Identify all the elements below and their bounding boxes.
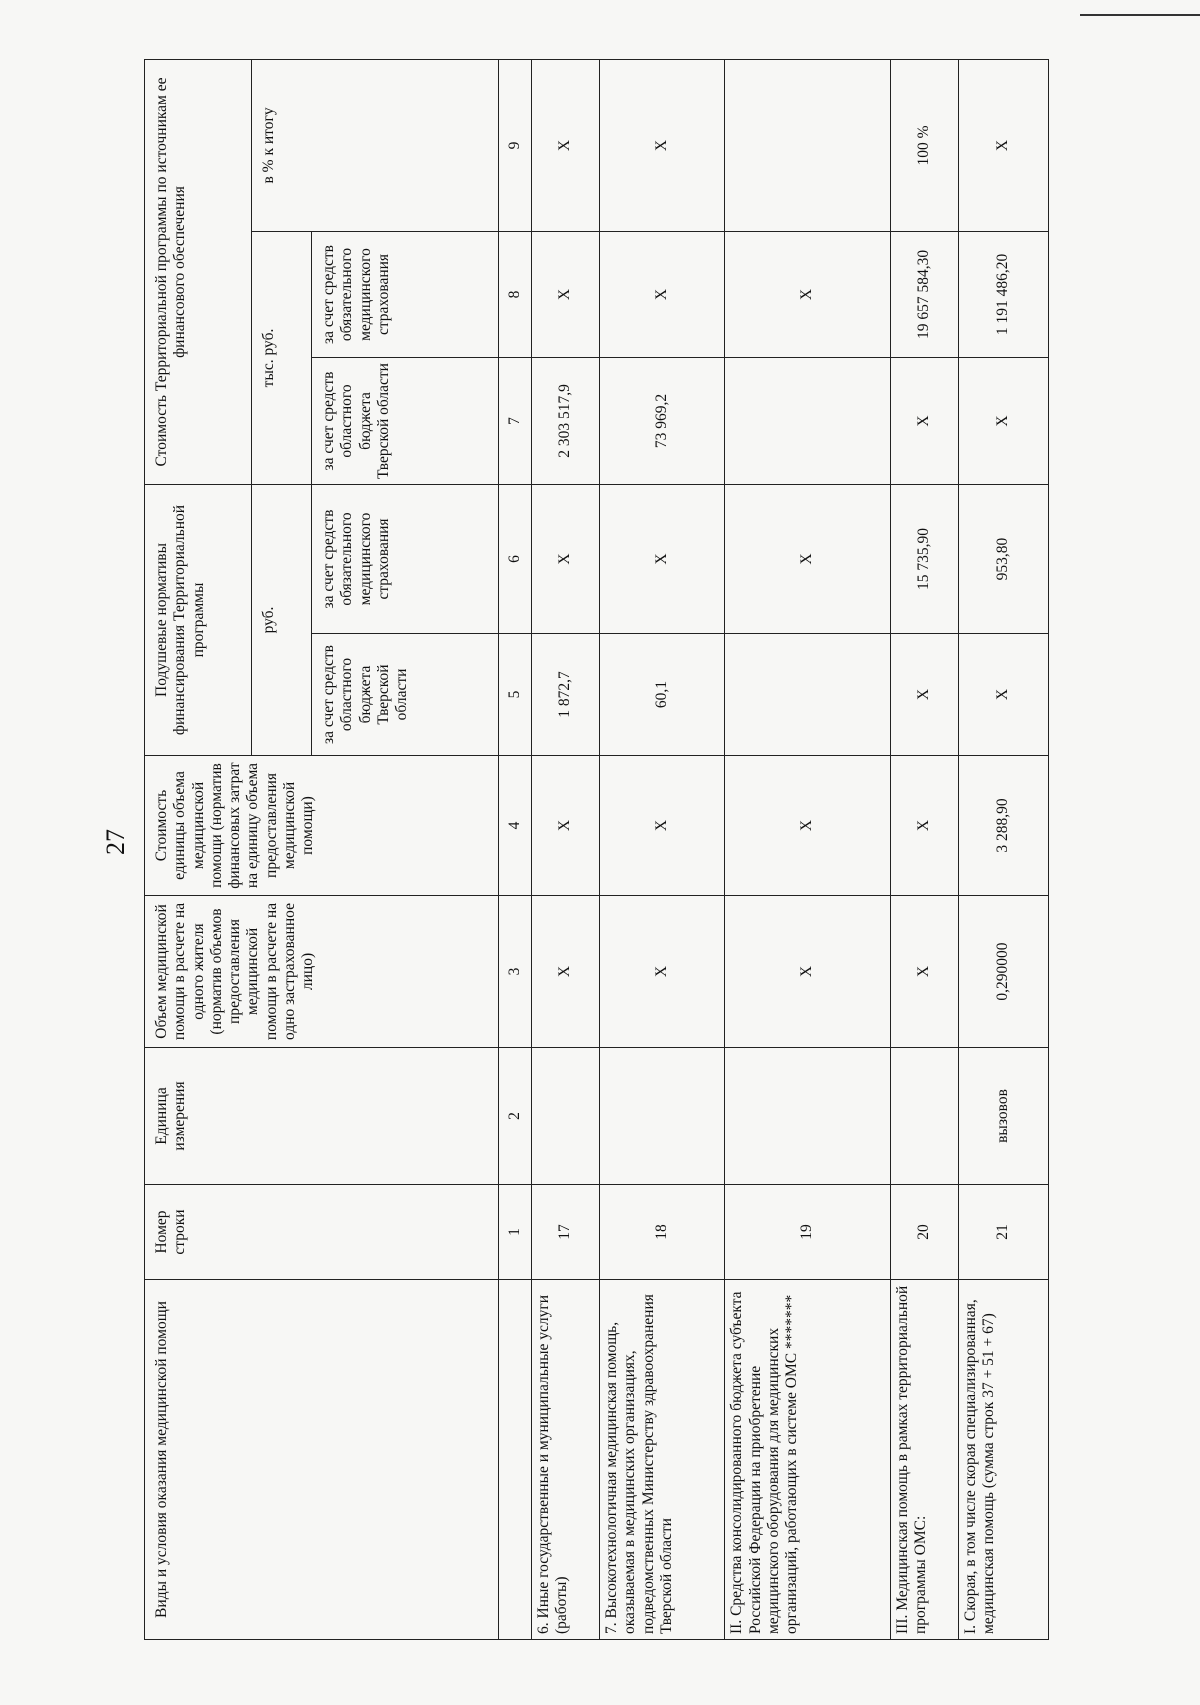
cell-pc-oms: X bbox=[532, 484, 600, 633]
cell-total-budget: 2 303 517,9 bbox=[532, 357, 600, 484]
header-unit-cost: Стоимость единицы объема медицинской помощи (норматив финансовых затрат на единицу объема предоставления медицинской помощи) bbox=[145, 756, 499, 896]
cell-unit-cost: X bbox=[532, 756, 600, 896]
cell-pc-budget bbox=[725, 634, 890, 756]
cell-row-number: 20 bbox=[890, 1185, 958, 1280]
cell-row-number: 19 bbox=[725, 1185, 890, 1280]
cell-total-oms: X bbox=[532, 231, 600, 357]
table-row bbox=[725, 59, 890, 1639]
cell-unit bbox=[600, 1048, 725, 1185]
header-pc-budget: за счет средств областного бюджета Тверской области bbox=[312, 634, 499, 756]
cell-percent: X bbox=[600, 59, 725, 231]
header-total-unit: тыс. руб. bbox=[252, 231, 312, 484]
cell-kind: 6. Иные государственные и муниципальные услуги (работы) bbox=[532, 1280, 600, 1640]
header-per-capita-group: Подушевые нормативы финансирования Территориальной программы bbox=[145, 484, 252, 755]
header-per-capita-unit: руб. bbox=[252, 484, 312, 755]
cell-unit-cost: 3 288,90 bbox=[958, 756, 1048, 896]
cell-percent: X bbox=[532, 59, 600, 231]
cell-volume: X bbox=[725, 896, 890, 1048]
cell-volume: X bbox=[532, 896, 600, 1048]
table-row bbox=[958, 59, 1048, 1639]
table-row bbox=[890, 59, 958, 1639]
cell-kind: II. Средства консолидированного бюджета субъекта Российской Федерации на приобретение медицинского оборудования для медицинских организаций, работающих в системе ОМС ******* bbox=[725, 1280, 890, 1640]
cell-total-budget: X bbox=[958, 357, 1048, 484]
cell-volume: X bbox=[890, 896, 958, 1048]
index-cell: 2 bbox=[499, 1048, 532, 1185]
cell-kind: III. Медицинская помощь в рамках территориальной программы ОМС: bbox=[890, 1280, 958, 1640]
cell-pc-budget: 1 872,7 bbox=[532, 634, 600, 756]
header-kind: Виды и условия оказания медицинской помощи bbox=[145, 1280, 499, 1640]
cell-total-budget: 73 969,2 bbox=[600, 357, 725, 484]
column-index-row bbox=[499, 59, 532, 1639]
cell-total-oms: X bbox=[600, 231, 725, 357]
cell-percent: X bbox=[958, 59, 1048, 231]
cell-total-oms: 1 191 486,20 bbox=[958, 231, 1048, 357]
cell-pc-budget: 60,1 bbox=[600, 634, 725, 756]
cell-total-budget: X bbox=[890, 357, 958, 484]
header-volume: Объем медицинской помощи в расчете на одного жителя (норматив объемов предоставления медицинской помощи в расчете на одно застрахованное лицо) bbox=[145, 896, 499, 1048]
cell-total-oms: 19 657 584,30 bbox=[890, 231, 958, 357]
cell-volume: X bbox=[600, 896, 725, 1048]
index-cell: 5 bbox=[499, 634, 532, 756]
header-total-cost-group: Стоимость Территориальной программы по источникам ее финансового обеспечения bbox=[145, 59, 252, 484]
index-cell bbox=[499, 1280, 532, 1640]
cell-pc-budget: X bbox=[890, 634, 958, 756]
cell-total-oms: X bbox=[725, 231, 890, 357]
cell-pc-oms: 15 735,90 bbox=[890, 484, 958, 633]
cell-kind: I. Скорая, в том числе скорая специализированная, медицинская помощь (сумма строк 37 + 51 + 67) bbox=[958, 1280, 1048, 1640]
cell-total-budget bbox=[725, 357, 890, 484]
cell-percent: 100 % bbox=[890, 59, 958, 231]
cell-unit bbox=[532, 1048, 600, 1185]
cell-kind: 7. Высокотехнологичная медицинская помощь, оказываемая в медицинских организациях, подведомственных Министерству здравоохранения Тверской области bbox=[600, 1280, 725, 1640]
cell-unit-cost: X bbox=[725, 756, 890, 896]
cell-pc-budget: X bbox=[958, 634, 1048, 756]
index-cell: 1 bbox=[499, 1185, 532, 1280]
cell-pc-oms: X bbox=[600, 484, 725, 633]
header-total-oms: за счет средств обязательного медицинского страхования bbox=[312, 231, 499, 357]
cell-unit bbox=[890, 1048, 958, 1185]
index-cell: 9 bbox=[499, 59, 532, 231]
financing-table bbox=[144, 59, 1049, 1640]
cell-row-number: 21 bbox=[958, 1185, 1048, 1280]
cell-row-number: 17 bbox=[532, 1185, 600, 1280]
cell-unit-cost: X bbox=[600, 756, 725, 896]
cell-volume: 0,290000 bbox=[958, 896, 1048, 1048]
cell-pc-oms: X bbox=[725, 484, 890, 633]
table-row bbox=[600, 59, 725, 1639]
table-row bbox=[532, 59, 600, 1639]
header-unit: Единица измерения bbox=[145, 1048, 499, 1185]
cell-unit-cost: X bbox=[890, 756, 958, 896]
rotated-table-container bbox=[144, 60, 1049, 1640]
header-pc-oms: за счет средств обязательного медицинского страхования bbox=[312, 484, 499, 633]
cell-percent bbox=[725, 59, 890, 231]
cell-row-number: 18 bbox=[600, 1185, 725, 1280]
header-row-1 bbox=[145, 59, 252, 1639]
top-edge-rule bbox=[1080, 14, 1200, 16]
index-cell: 4 bbox=[499, 756, 532, 896]
cell-unit bbox=[725, 1048, 890, 1185]
index-cell: 8 bbox=[499, 231, 532, 357]
header-total-budget: за счет средств областного бюджета Тверской области bbox=[312, 357, 499, 484]
header-percent: в % к итогу bbox=[252, 59, 499, 231]
index-cell: 7 bbox=[499, 357, 532, 484]
header-row-number: Номер строки bbox=[145, 1185, 499, 1280]
cell-pc-oms: 953,80 bbox=[958, 484, 1048, 633]
index-cell: 6 bbox=[499, 484, 532, 633]
cell-unit: вызовов bbox=[958, 1048, 1048, 1185]
page-number: 27 bbox=[101, 829, 130, 855]
index-cell: 3 bbox=[499, 896, 532, 1048]
